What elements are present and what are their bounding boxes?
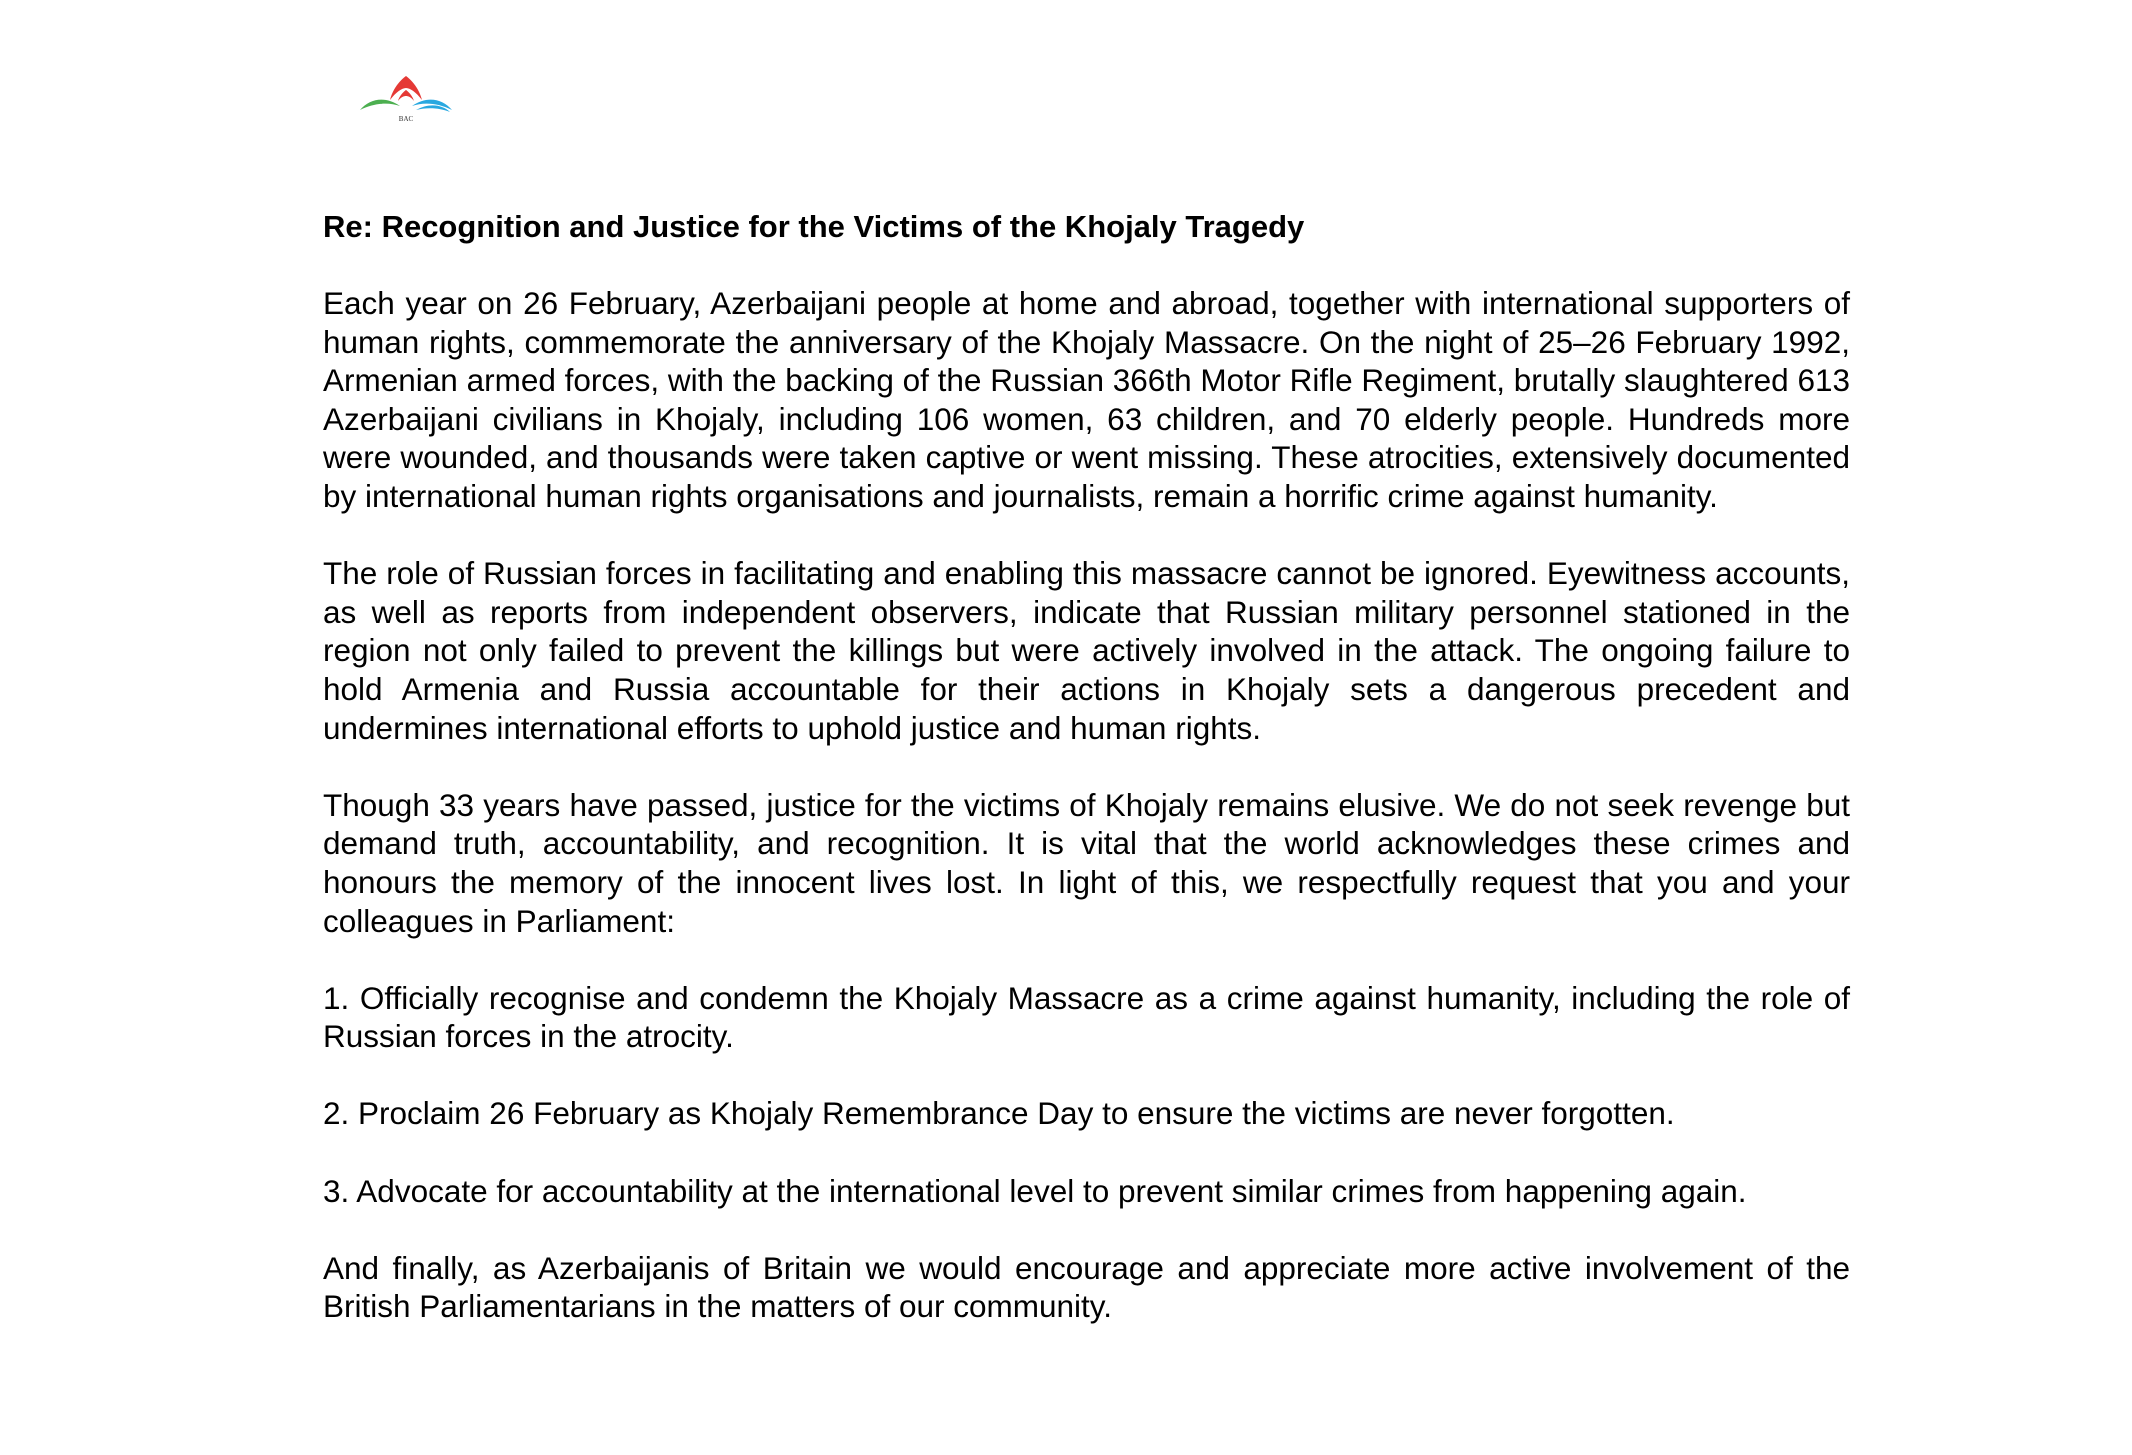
organisation-logo [356, 70, 456, 124]
request-item-2: 2. Proclaim 26 February as Khojaly Remembrance Day to ensure the victims are never forgotten. [323, 1095, 1675, 1132]
logo-emblem-icon [356, 70, 456, 124]
paragraph-request: Though 33 years have passed, justice for the victims of Khojaly remains elusive. We do not seek revenge but demand truth, accountability, and recognition. It is vital that the world acknowledges these crimes and honours the memory of the innocent lives lost. In light of this, we respectfully request that you and your colleagues in Parliament: [323, 786, 1850, 939]
request-item-3: 3. Advocate for accountability at the international level to prevent similar crimes from happening again. [323, 1172, 1747, 1209]
letter-body [323, 208, 1850, 1326]
paragraph-closing: And finally, as Azerbaijanis of Britain we would encourage and appreciate more active involvement of the British Parliamentarians in the matters of our community. [323, 1249, 1850, 1325]
request-item-1: 1. Officially recognise and condemn the Khojaly Massacre as a crime against humanity, including the role of Russian forces in the atrocity. [323, 979, 1850, 1055]
svg-text:BAC: BAC [398, 115, 414, 123]
paragraph-commemoration: Each year on 26 February, Azerbaijani people at home and abroad, together with international supporters of human rights, commemorate the anniversary of the Khojaly Massacre. On the night of 25–26 February 1992, Armenian armed forces, with the backing of the Russian 366th Motor Rifle Regiment, brutally slaughtered 613 Azerbaijani civilians in Khojaly, including 106 women, 63 children, and 70 elderly people. Hundreds more were wounded, and thousands were taken captive or went missing. These atrocities, extensively documented by international human rights organisations and journalists, remain a horrific crime against humanity. [323, 285, 1850, 514]
paragraph-russian-role: The role of Russian forces in facilitating and enabling this massacre cannot be ignored. Eyewitness accounts, as well as reports from independent observers, indicate that Russian military personnel stationed in the region not only failed to prevent the killings but were actively involved in the attack. The ongoing failure to hold Armenia and Russia accountable for their actions in Khojaly sets a dangerous precedent and undermines international efforts to uphold justice and human rights. [323, 555, 1850, 746]
letter-subject: Re: Recognition and Justice for the Victims of the Khojaly Tragedy [323, 209, 1305, 244]
